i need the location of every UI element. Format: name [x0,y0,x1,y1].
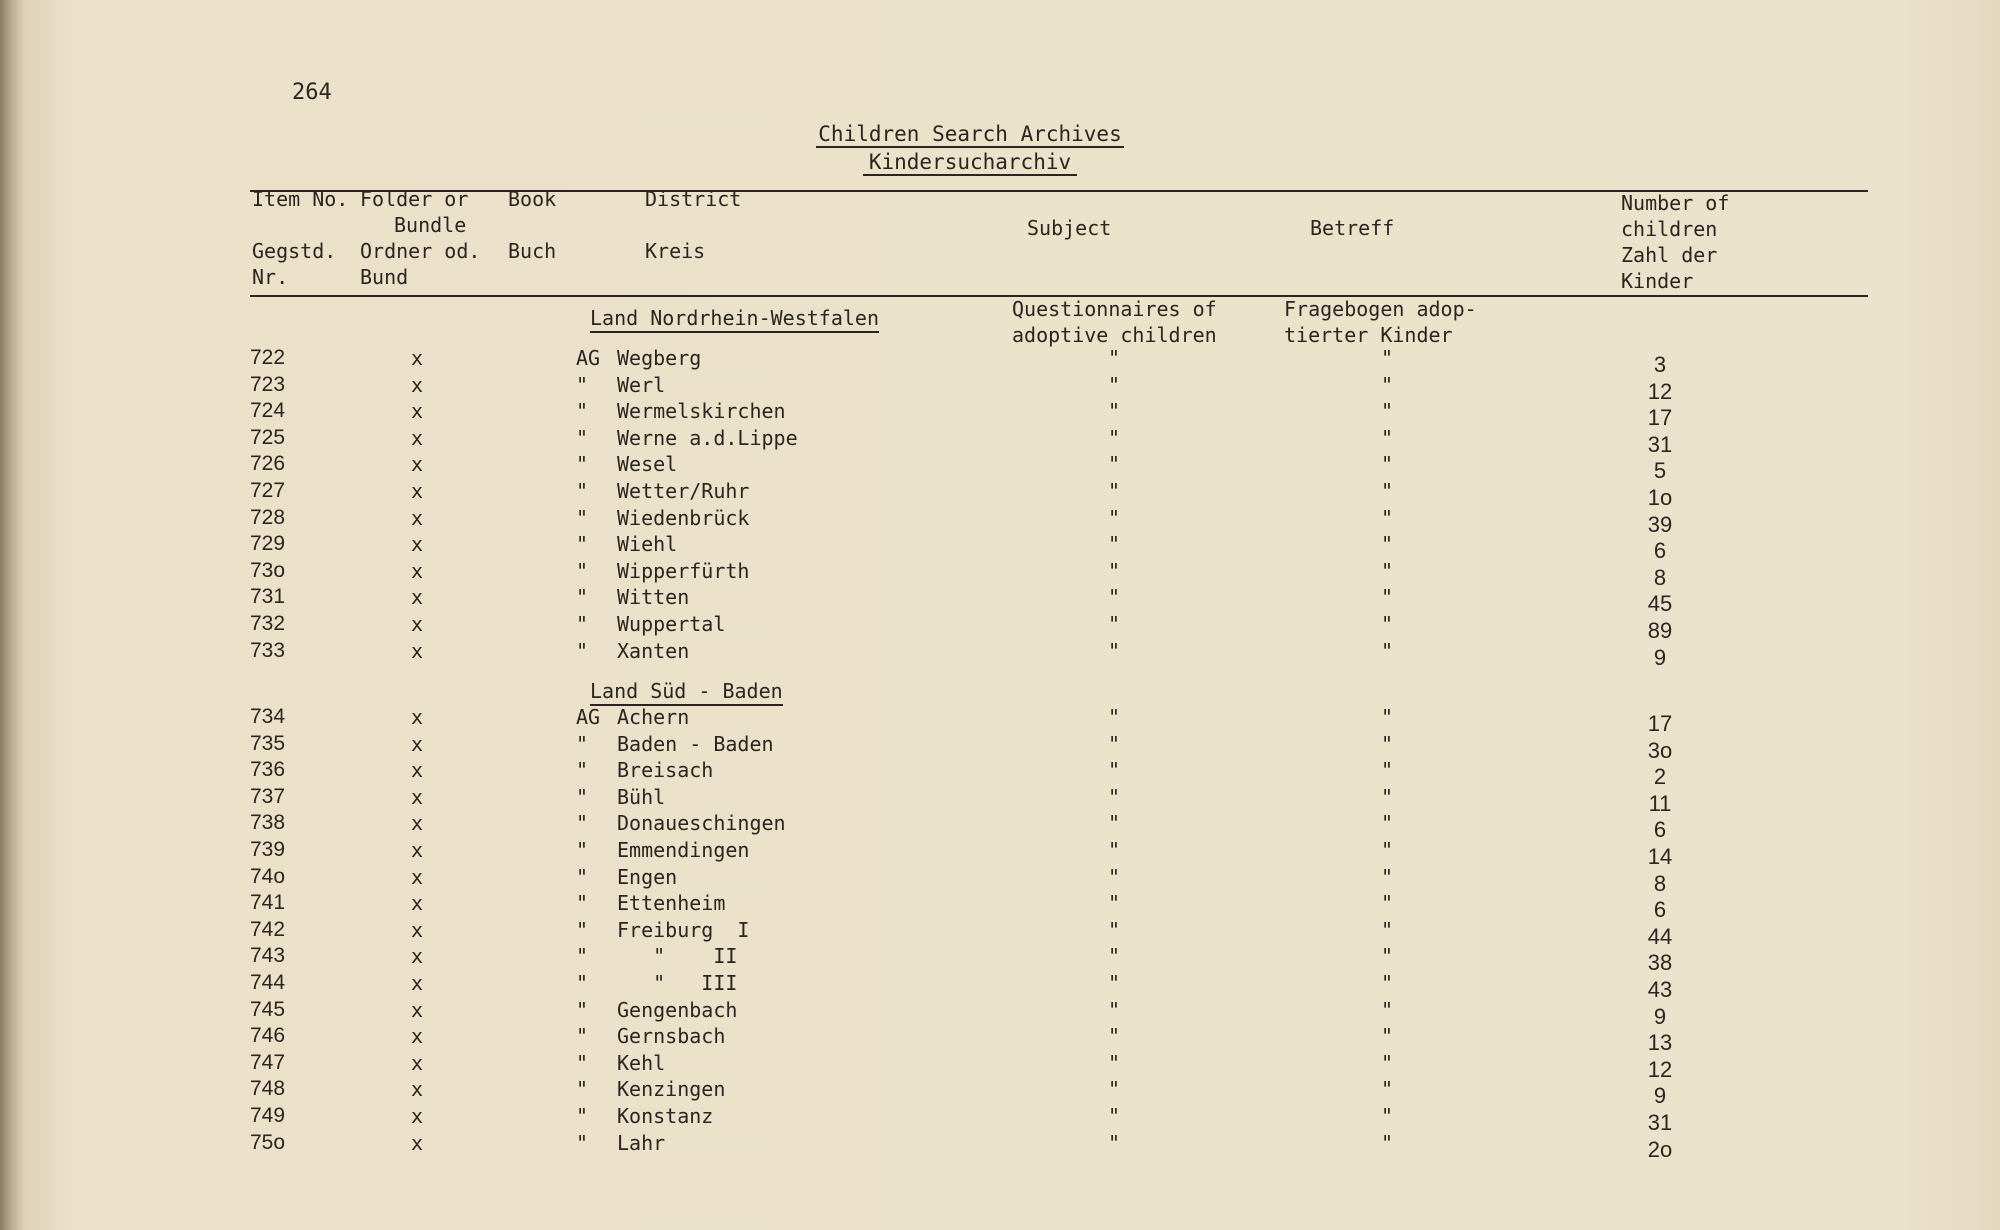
subject-ditto: " [1108,997,1121,1022]
subject-ditto: " [1108,705,1121,729]
item-number: 743 [250,944,286,968]
court-prefix: " [576,864,589,889]
subject-ditto: " [1108,532,1121,557]
children-count: 31 [1647,431,1673,457]
children-count: 9 [1653,1003,1667,1029]
header-count-line2: children [1621,217,1718,241]
subject-ditto: " [1108,811,1121,836]
table-row [0,346,2000,377]
table-row [0,838,2000,869]
betreff-ditto: " [1381,971,1394,995]
district-name: " II [617,944,738,969]
betreff-ditto: " [1381,452,1394,477]
item-number: 737 [250,784,286,808]
subject-ditto: " [1108,731,1121,756]
folder-mark: x [411,612,424,636]
table-row [0,558,2000,590]
district-name: Wetter/Ruhr [617,479,750,503]
court-prefix: " [576,971,589,995]
item-number: 749 [250,1104,286,1127]
subject-nrw-line2: adoptive children [1012,323,1217,347]
table-row [0,612,2000,643]
betreff-ditto: " [1381,838,1394,862]
subject-ditto: " [1108,452,1121,477]
court-prefix: " [576,1050,589,1075]
subject-ditto: " [1108,558,1121,583]
folder-mark: x [411,372,424,397]
district-name: Wesel [617,452,678,477]
header-bundle-en: Bundle [394,213,467,237]
folder-mark: x [411,917,424,942]
table-row [0,505,2000,537]
folder-mark: x [411,944,424,969]
table-row [0,1130,2000,1162]
district-name: Emmendingen [617,838,750,862]
subject-ditto: " [1108,944,1121,969]
district-name: Engen [617,864,678,889]
item-number: 727 [250,479,286,502]
district-name: Wiedenbrück [617,505,750,530]
children-count: 45 [1647,591,1673,617]
betreff-nrw-line1: Fragebogen adop- [1284,297,1477,321]
header-nr-de: Nr. [252,265,289,289]
children-count: 43 [1647,977,1673,1002]
item-number: 75o [250,1130,286,1154]
subject-ditto: " [1108,864,1121,889]
table-row [0,452,2000,484]
folder-mark: x [411,784,424,809]
header-book-de: Buch [508,239,557,263]
court-prefix: " [576,425,589,450]
betreff-ditto: " [1381,346,1394,370]
folder-mark: x [411,1104,424,1128]
folder-mark: x [411,891,424,916]
children-count: 12 [1647,378,1673,404]
district-name: " III [617,971,738,995]
district-name: Witten [617,585,690,610]
court-prefix: " [576,891,589,916]
header-subject: Subject [1027,216,1112,240]
betreff-ditto: " [1381,1024,1394,1049]
court-prefix: AG [576,346,601,370]
district-name: Baden - Baden [617,731,774,756]
children-count: 44 [1647,923,1673,949]
betreff-ditto: " [1381,532,1394,557]
table-row [0,971,2000,1002]
item-number: 744 [250,971,286,994]
item-number: 731 [250,585,286,609]
subject-ditto: " [1108,838,1121,862]
subject-ditto: " [1108,758,1121,783]
item-number: 748 [250,1077,286,1101]
betreff-ditto: " [1381,585,1394,610]
folder-mark: x [411,452,424,477]
table-row [0,784,2000,816]
header-bund-de: Bund [360,265,409,289]
table-row [0,705,2000,736]
district-name: Freiburg I [617,917,750,942]
folder-mark: x [411,638,424,663]
betreff-ditto: " [1381,891,1394,916]
betreff-ditto: " [1381,505,1394,530]
item-number: 739 [250,838,286,861]
header-folder-de: Ordner od. [360,239,481,263]
betreff-ditto: " [1381,758,1394,783]
court-prefix: " [576,1077,589,1102]
betreff-ditto: " [1381,372,1394,397]
court-prefix: " [576,944,589,969]
header-item-de: Gegstd. [252,239,337,263]
item-number: 725 [250,425,286,449]
children-count: 17 [1647,711,1673,736]
district-name: Wermelskirchen [617,399,786,424]
children-count: 3o [1647,737,1673,763]
children-count: 9 [1653,644,1667,670]
section-heading-baden-text: Land Süd - Baden [590,679,783,706]
section-heading-nrw-text: Land Nordrhein-Westfalen [590,306,879,333]
court-prefix: " [576,1130,589,1155]
court-prefix: " [576,452,589,477]
district-name: Gernsbach [617,1024,726,1049]
subject-ditto: " [1108,372,1121,397]
folder-mark: x [411,505,424,530]
court-prefix: " [576,784,589,809]
table-row [0,1104,2000,1135]
table-row [0,372,2000,404]
children-count: 31 [1647,1110,1673,1135]
folder-mark: x [411,558,424,583]
subject-ditto: " [1108,425,1121,450]
court-prefix: " [576,558,589,583]
court-prefix: " [576,731,589,756]
header-folder-en: Folder or [360,187,469,211]
court-prefix: " [576,638,589,663]
item-number: 722 [250,346,286,369]
folder-mark: x [411,864,424,889]
district-name: Donaueschingen [617,811,786,836]
betreff-ditto: " [1381,425,1394,450]
betreff-ditto: " [1381,1104,1394,1128]
district-name: Werne a.d.Lippe [617,425,798,450]
title-german-text: Kindersucharchiv [863,150,1077,176]
folder-mark: x [411,971,424,995]
court-prefix: " [576,758,589,783]
children-count: 6 [1653,897,1667,923]
table-row [0,638,2000,670]
item-number: 74o [250,864,286,888]
subject-nrw-line1: Questionnaires of [1012,297,1217,321]
subject-ditto: " [1108,1024,1121,1049]
table-row [0,532,2000,564]
children-count: 2o [1647,1136,1673,1162]
item-number: 745 [250,997,286,1021]
item-number: 723 [250,372,286,396]
children-count: 1o [1647,485,1673,510]
subject-ditto: " [1108,638,1121,663]
subject-ditto: " [1108,479,1121,503]
betreff-ditto: " [1381,399,1394,424]
subject-ditto: " [1108,585,1121,610]
children-count: 11 [1648,790,1672,816]
district-name: Achern [617,705,690,729]
subject-ditto: " [1108,891,1121,916]
children-count: 3 [1653,352,1667,377]
header-district-en: District [645,187,742,211]
section-heading-nrw [590,306,879,330]
children-count: 9 [1653,1083,1667,1109]
item-number: 747 [250,1050,286,1074]
table-row [0,864,2000,896]
title-english-text: Children Search Archives [818,122,1122,146]
subject-ditto: " [1108,971,1121,995]
table-row [0,758,2000,790]
betreff-ditto: " [1381,479,1394,503]
item-number: 73o [250,558,286,582]
court-prefix: " [576,372,589,397]
table-row [0,997,2000,1029]
district-name: Kehl [617,1050,666,1075]
subject-ditto: " [1108,1104,1121,1128]
table-row [0,399,2000,431]
table-row [0,585,2000,617]
subject-ditto: " [1108,346,1121,370]
betreff-ditto: " [1381,1130,1394,1155]
court-prefix: " [576,838,589,862]
betreff-ditto: " [1381,811,1394,836]
district-name: Konstanz [617,1104,714,1128]
item-number: 724 [250,399,286,423]
table-row [0,811,2000,843]
folder-mark: x [411,399,424,424]
court-prefix: " [576,811,589,836]
children-count: 12 [1647,1056,1673,1082]
page-number: 264 [292,80,332,105]
folder-mark: x [411,1130,424,1155]
district-name: Wegberg [617,346,702,370]
betreff-ditto: " [1381,558,1394,583]
children-count: 17 [1647,405,1673,431]
folder-mark: x [411,705,424,729]
item-number: 729 [250,532,286,556]
court-prefix: " [576,917,589,942]
subject-ditto: " [1108,917,1121,942]
subject-ditto: " [1108,505,1121,530]
subject-ditto: " [1108,1077,1121,1102]
subject-ditto: " [1108,784,1121,809]
court-prefix: " [576,997,589,1022]
children-count: 13 [1647,1030,1673,1056]
district-name: Wiehl [617,532,678,557]
table-row [0,944,2000,976]
folder-mark: x [411,425,424,450]
item-number: 735 [250,731,286,755]
folder-mark: x [411,532,424,557]
court-prefix: " [576,1024,589,1049]
folder-mark: x [411,346,424,370]
children-count: 8 [1653,564,1667,590]
court-prefix: " [576,505,589,530]
folder-mark: x [411,731,424,756]
district-name: Ettenheim [617,891,726,916]
children-count: 5 [1653,458,1667,484]
table-row [0,479,2000,510]
item-number: 734 [250,705,286,728]
district-name: Kenzingen [617,1077,726,1102]
district-name: Bühl [617,784,666,809]
table-row [0,731,2000,763]
item-number: 741 [250,891,286,915]
betreff-ditto: " [1381,917,1394,942]
folder-mark: x [411,997,424,1022]
table-row [0,917,2000,949]
district-name: Lahr [617,1130,666,1155]
folder-mark: x [411,1077,424,1102]
children-count: 14 [1647,844,1673,869]
item-number: 733 [250,638,286,662]
court-prefix: " [576,399,589,424]
item-number: 742 [250,917,286,941]
folder-mark: x [411,811,424,836]
district-name: Gengenbach [617,997,738,1022]
children-count: 89 [1647,618,1673,643]
subject-ditto: " [1108,1130,1121,1155]
betreff-ditto: " [1381,1050,1394,1075]
header-betreff: Betreff [1310,216,1395,240]
betreff-ditto: " [1381,944,1394,969]
folder-mark: x [411,758,424,783]
district-name: Wipperfürth [617,558,750,583]
children-count: 6 [1653,817,1667,843]
header-count-line3: Zahl der [1621,243,1718,267]
folder-mark: x [411,1050,424,1075]
item-number: 728 [250,505,286,529]
court-prefix: " [576,612,589,636]
district-name: Xanten [617,638,690,663]
district-name: Breisach [617,758,714,783]
folder-mark: x [411,585,424,610]
children-count: 6 [1653,538,1667,564]
item-number: 732 [250,612,286,635]
court-prefix: " [576,479,589,503]
betreff-ditto: " [1381,638,1394,663]
title-german [0,150,1940,176]
district-name: Wuppertal [617,612,726,636]
betreff-ditto: " [1381,1077,1394,1102]
table-row [0,1050,2000,1082]
table-row [0,1024,2000,1056]
section-heading-baden [590,679,783,703]
folder-mark: x [411,1024,424,1049]
item-number: 726 [250,452,286,476]
district-name: Werl [617,372,666,397]
court-prefix: AG [576,705,601,729]
item-number: 738 [250,811,286,835]
betreff-ditto: " [1381,705,1394,729]
betreff-nrw-line2: tierter Kinder [1284,323,1453,347]
court-prefix: " [576,532,589,557]
betreff-ditto: " [1381,864,1394,889]
court-prefix: " [576,1104,589,1128]
header-book-en: Book [508,187,557,211]
children-count: 38 [1647,950,1673,976]
table-row [0,891,2000,923]
betreff-ditto: " [1381,997,1394,1022]
subject-ditto: " [1108,1050,1121,1075]
subject-ditto: " [1108,612,1121,636]
item-number: 736 [250,758,286,782]
betreff-ditto: " [1381,612,1394,636]
children-count: 39 [1647,511,1673,537]
betreff-ditto: " [1381,731,1394,756]
subject-ditto: " [1108,399,1121,424]
children-count: 8 [1653,870,1667,896]
folder-mark: x [411,838,424,862]
table-row [0,425,2000,457]
folder-mark: x [411,479,424,503]
item-number: 746 [250,1024,286,1048]
header-item-en: Item No. [252,187,349,211]
header-count-line4: Kinder [1621,269,1694,293]
header-district-de: Kreis [645,239,706,263]
court-prefix: " [576,585,589,610]
header-count-line1: Number of [1621,191,1730,215]
children-count: 2 [1653,764,1667,790]
title-english [0,122,1940,146]
betreff-ditto: " [1381,784,1394,809]
table-row [0,1077,2000,1109]
